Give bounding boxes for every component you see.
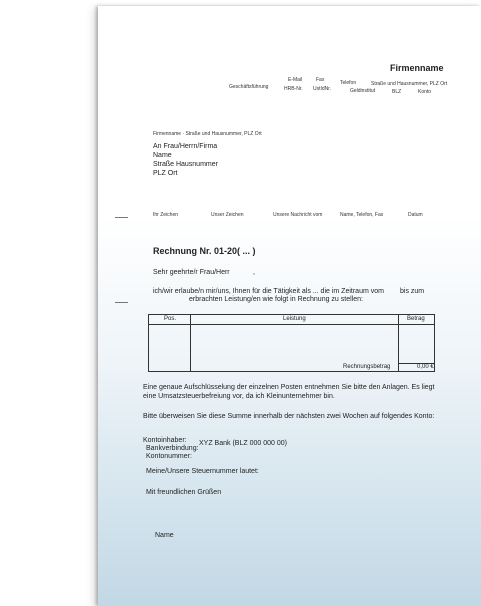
intro-bis-zum: bis zum: [400, 288, 425, 295]
recipient-line-2: Name: [153, 152, 172, 159]
header-email: E-Mail: [288, 77, 303, 83]
table-header-pos: Pos.: [164, 316, 177, 322]
header-geldinstitut: Geldinstitut: [350, 88, 376, 94]
ref-nachricht: Unsere Nachricht vom: [273, 212, 323, 218]
recipient-line-3: Straße Hausnummer: [153, 161, 218, 168]
header-ustid: UstIdNr.: [313, 86, 332, 92]
table-sum-label: Rechnungsbetrag: [343, 364, 391, 370]
fold-mark-middle: [115, 302, 128, 303]
table-header-line: [149, 324, 434, 325]
intro-line-2: erbrachten Leistung/en wie folgt in Rechnung zu stellen:: [189, 296, 363, 303]
bank-value: XYZ Bank (BLZ 000 000 00): [199, 440, 287, 447]
salutation: Sehr geehrte/r Frau/Herr: [153, 269, 230, 276]
ref-name-tel: Name, Telefon, Fax: [340, 212, 384, 218]
signature-name: Name: [155, 532, 174, 539]
header-adresse: Straße und Hausnummer, PLZ Ort: [371, 81, 448, 87]
bank-kontonummer: Kontonummer:: [146, 453, 192, 460]
sender-line: Firmenname · Straße und Hausnummer, PLZ Ort: [153, 131, 262, 137]
header-hrb: HRB-Nr.: [284, 86, 303, 92]
table-header-betrag: Betrag: [407, 316, 425, 322]
company-name: Firmenname: [390, 63, 444, 73]
header-telefon: Telefon: [340, 80, 357, 86]
table-header-leistung: Leistung: [283, 316, 306, 322]
closing: Mit freundlichen Grüßen: [146, 489, 222, 496]
header-blz: BLZ: [392, 89, 402, 95]
paragraph-2: Bitte überweisen Sie diese Summe innerhalb der nächsten zwei Wochen auf folgendes Konto:: [143, 413, 435, 420]
paragraph-1-line-1: Eine genaue Aufschlüsselung der einzelnen Posten entnehmen Sie bitte den Anlagen. Es liegt: [143, 384, 435, 391]
bank-kontoinhaber: Kontoinhaber:: [143, 437, 187, 444]
paragraph-1-line-2: eine Umsatzsteuerbefreiung vor, da ich Kleinunternehmer bin.: [143, 393, 335, 400]
header-konto: Konto: [418, 89, 432, 95]
ref-ihr-zeichen: Ihr Zeichen: [153, 212, 179, 218]
ref-datum: Datum: [408, 212, 423, 218]
invoice-title: Rechnung Nr. 01-20( ... ): [153, 246, 256, 256]
tax-number-line: Meine/Unsere Steuernummer lautet:: [146, 468, 259, 475]
recipient-line-4: PLZ Ort: [153, 170, 178, 177]
fold-mark-top: [115, 217, 128, 218]
table-sum-value: 0,00 €: [417, 364, 434, 370]
intro-line-1: ich/wir erlaube/n mir/uns, Ihnen für die Tätigkeit als ... die im Zeitraum vom: [153, 288, 384, 295]
salutation-comma: ,: [253, 269, 255, 276]
invoice-table: [148, 314, 435, 372]
bank-bankverbindung: Bankverbindung:: [146, 445, 199, 452]
header-geschaeftsfuehrung: Geschäftsführung: [229, 84, 269, 90]
header-fax: Fax: [316, 77, 325, 83]
document-page: [98, 6, 481, 606]
ref-unser-zeichen: Unser Zeichen: [211, 212, 244, 218]
recipient-line-1: An Frau/Herrn/Firma: [153, 143, 218, 150]
